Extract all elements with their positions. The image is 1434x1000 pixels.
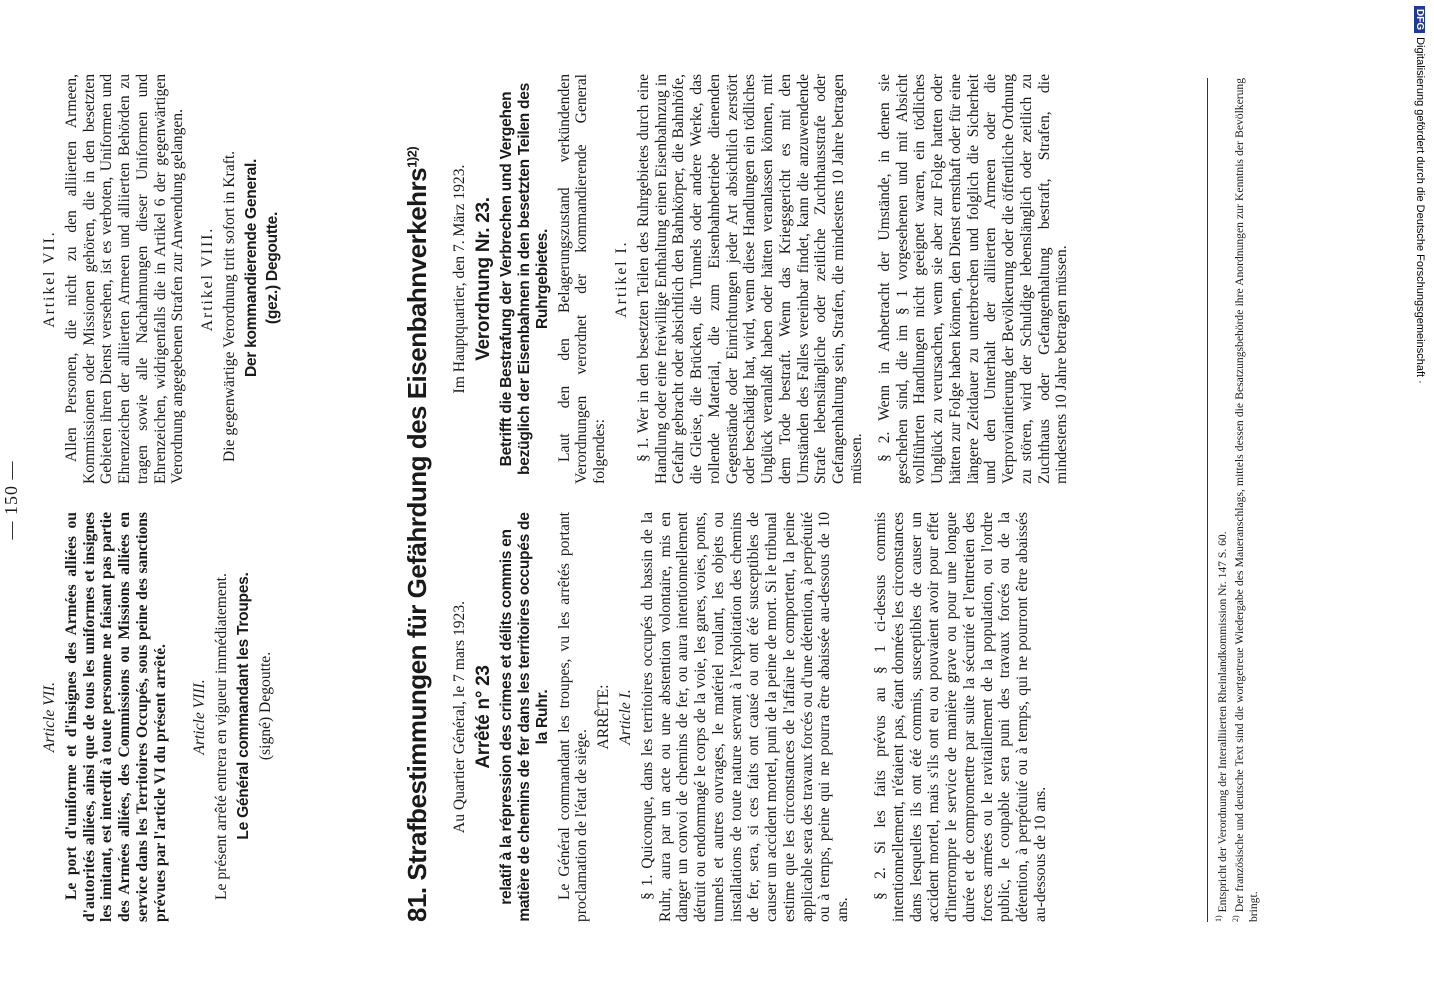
article-text: Die gegenwärtige Verordnung tritt sofort in Kraft. <box>220 150 238 462</box>
decree-number: Verordnung Nr. 23. <box>472 197 494 361</box>
french-column-decree <box>451 512 1054 922</box>
paragraph-2: § 2. Wenn in Anbetracht der Umstände, in denen sie geschehen sind, die im § 1 vorgesehenen und mit Absicht vollführten Handlungen nicht geeignet waren, ein tödliches Unglück zu verursachen, wenn sie aber zur Folge hatten oder hätten zur Folge haben können, den Dienst ernsthaft oder für eine längere Zeitdauer zu unterbrechen und folglich die Sicherheit und den Unterhalt der alliierten Armeen oder die Verproviantierung der Bevölkerung oder die öffentliche Ordnung zu stören, wird der Schuldige lebenslänglich oder zeitlich zu Zuchthaus oder Gefangenhaltung bestraft, Strafen, die mindestens 10 Jahre betragen müssen. <box>875 74 1071 484</box>
article-title: Article I. <box>617 689 635 745</box>
signature-title: Der kommandierende General. <box>242 158 260 378</box>
credit-text: DFGDigitalisierung gefördert durch die Deutsche Forschungsgemeinschaft · <box>1414 6 1426 384</box>
article-text: Le port d'uniforme et d'insignes des Armées alliées ou d'autorités alliées, ainsi que de tous les uniformes et insignes les imitant, est interdit à toute personne ne faisant pas partie des Armées alliées, des Commissions ou Missions alliées en service dans les Territoires Occupés, sous peine des sanctions prévues par l'article VI du présent arrêté. <box>62 512 169 922</box>
footnote: $^{2)}$ Der französische und deutsche Text sind die wortgetreue Wiedergabe des Maueranschlags, mittels dessen die Besatzungsbehörde ihre Anordnungen zur Kenntnis der Bevölkerung bringt. <box>1230 78 1260 922</box>
french-column-top <box>41 512 278 922</box>
paragraph-2: § 2. Si les faits prévus au § 1 ci-dessus commis intentionnellement, n'étaient pas, étant données les circonstances dans lesquelles ils ont été commis, susceptibles de causer un accident mortel, mais s'ils ont eu ou pouvaient avoir pour effet d'interrompre le service de manière grave ou pour une longue durée et de compromettre par suite la sécurité et l'entretien des forces armées ou le ravitaillement de la population, ou l'ordre public, le coupable sera puni des travaux forcés ou de la détention, à perpétuité ou à temps, qui ne pourront être abaissés au-dessous de 10 ans. <box>871 512 1049 922</box>
german-column-decree <box>451 74 1075 484</box>
preamble: Laut den den Belagerungszustand verkündenden Verordnungen verordnet der kommandierende General folgendes: <box>555 74 609 484</box>
footnote-marks: 1)2) <box>404 146 420 168</box>
section-heading <box>403 70 433 922</box>
dfg-logo: DFG <box>1414 6 1425 33</box>
signature-name: (signé) Degoutte. <box>256 651 274 761</box>
article-title: Artikel VII. <box>41 230 58 328</box>
footnote: $^{1)}$ Entspricht der Verordnung der Interalliierten Rheinlandkommission Nr. 147 S. 60. <box>1214 531 1229 922</box>
preamble: Le Général commandant les troupes, vu les arrêtés portant proclamation de l'état de siège. <box>555 512 591 922</box>
page-number: — 150 — <box>1 460 21 540</box>
article-title: Artikel I. <box>613 240 631 318</box>
signature-name: (gez.) Degoutte. <box>264 211 282 325</box>
place-date: Im Hauptquartier, den 7. März 1923. <box>451 164 468 394</box>
document-page <box>0 70 1325 930</box>
article-title: Artikel VIII. <box>199 226 217 332</box>
decree-number: Arrêté n° 23 <box>472 665 494 769</box>
article-text: Allen Personen, die nicht zu den alliierten Armeen, Kommissionen oder Missionen gehören, die in den besetzten Gebieten ihren Dienst versehen, ist es verboten, Uniformen und Ehrenzeichen der alliierten Armeen und alliierten Behörden zu tragen sowie alle Nachahmungen dieser Uniformen und Ehrenzeichen, widrigenfalls die in Artikel 6 der gegenwärtigen Verordnung angegebenen Strafen zur Anwendung gelangen. <box>62 74 187 484</box>
place-date: Au Quartier Général, le 7 mars 1923. <box>451 600 468 834</box>
digitization-credit <box>1414 0 1434 1000</box>
article-text: Le présent arrêté entrera en vigueur immédiatement. <box>213 573 231 900</box>
paragraph-1: § 1. Wer in den besetzten Teilen des Ruhrgebietes durch eine Handlung oder eine freiwillige Enthaltung einen Eisenbahnzug in Gefahr gebracht oder absichtlich den Bahnkörper, die Bahnhöfe, die Gleise, die Brücken, die Tunnels oder andere Werke, das rollende Material, die zum Eisenbahnbetriebe dienenden Gegenstände oder Einrichtungen jeder Art absichtlich zerstört oder beschädigt hat, wird, wenn diese Handlungen ein tödliches Unglück veranlaßt haben oder hätten veranlassen können, mit dem Tode bestraft. Wenn das Kriegsgericht es mit den Umständen des Falles vereinbar findet, kann die anzuwendende Strafe lebenslängliche oder zeitliche Zuchthausstrafe oder Gefangenhaltung sein, Strafen, die mindestens 10 Jahre betragen müssen. <box>634 74 865 484</box>
signature-title: Le Général commandant les Troupes. <box>234 572 252 840</box>
article-title: Article VIII. <box>191 679 209 755</box>
arrete-label: ARRÊTE: <box>595 684 613 750</box>
section-number: 81. <box>402 887 432 922</box>
decree-subject: relatif à la répression des crimes et délits commis en matière de chemins de fer dans les territoires occupés de la Ruhr. <box>498 512 551 922</box>
german-column-top <box>41 74 286 484</box>
paragraph-1: § 1. Quiconque, dans les territoires occupés du bassin de la Ruhr, aura par un acte ou une abstention volontaire, mis en danger un convoi de chemins de fer, ou aura intentionnellement détruit ou endommagé le corps de la voie, les gares, voies, ponts, tunnels et autres ouvrages, le matériel roulant, les objets ou installations de toute nature servant à l'exploitation des chemins de fer, sera, si ces faits ont causé ou ont été susceptibles de causer un accident mortel, puni de la peine de mort. Si le tribunal estime que les circonstances de l'affaire le comportent, la peine applicable sera des travaux forcés ou d'une détention, à perpétuité ou à temps, peine qui ne pourra être abaissée au-dessous de 10 ans. <box>638 512 852 922</box>
decree-subject: Betrifft die Bestrafung der Verbrechen und Vergehen bezüglich der Eisenbahnen in den besetzten Teilen des Ruhrgebietes. <box>498 83 551 475</box>
footnotes <box>1207 78 1261 922</box>
article-title: Article VII. <box>41 681 58 753</box>
section-title: Strafbestimmungen für Gefährdung des Eisenbahnverkehrs <box>402 167 432 881</box>
